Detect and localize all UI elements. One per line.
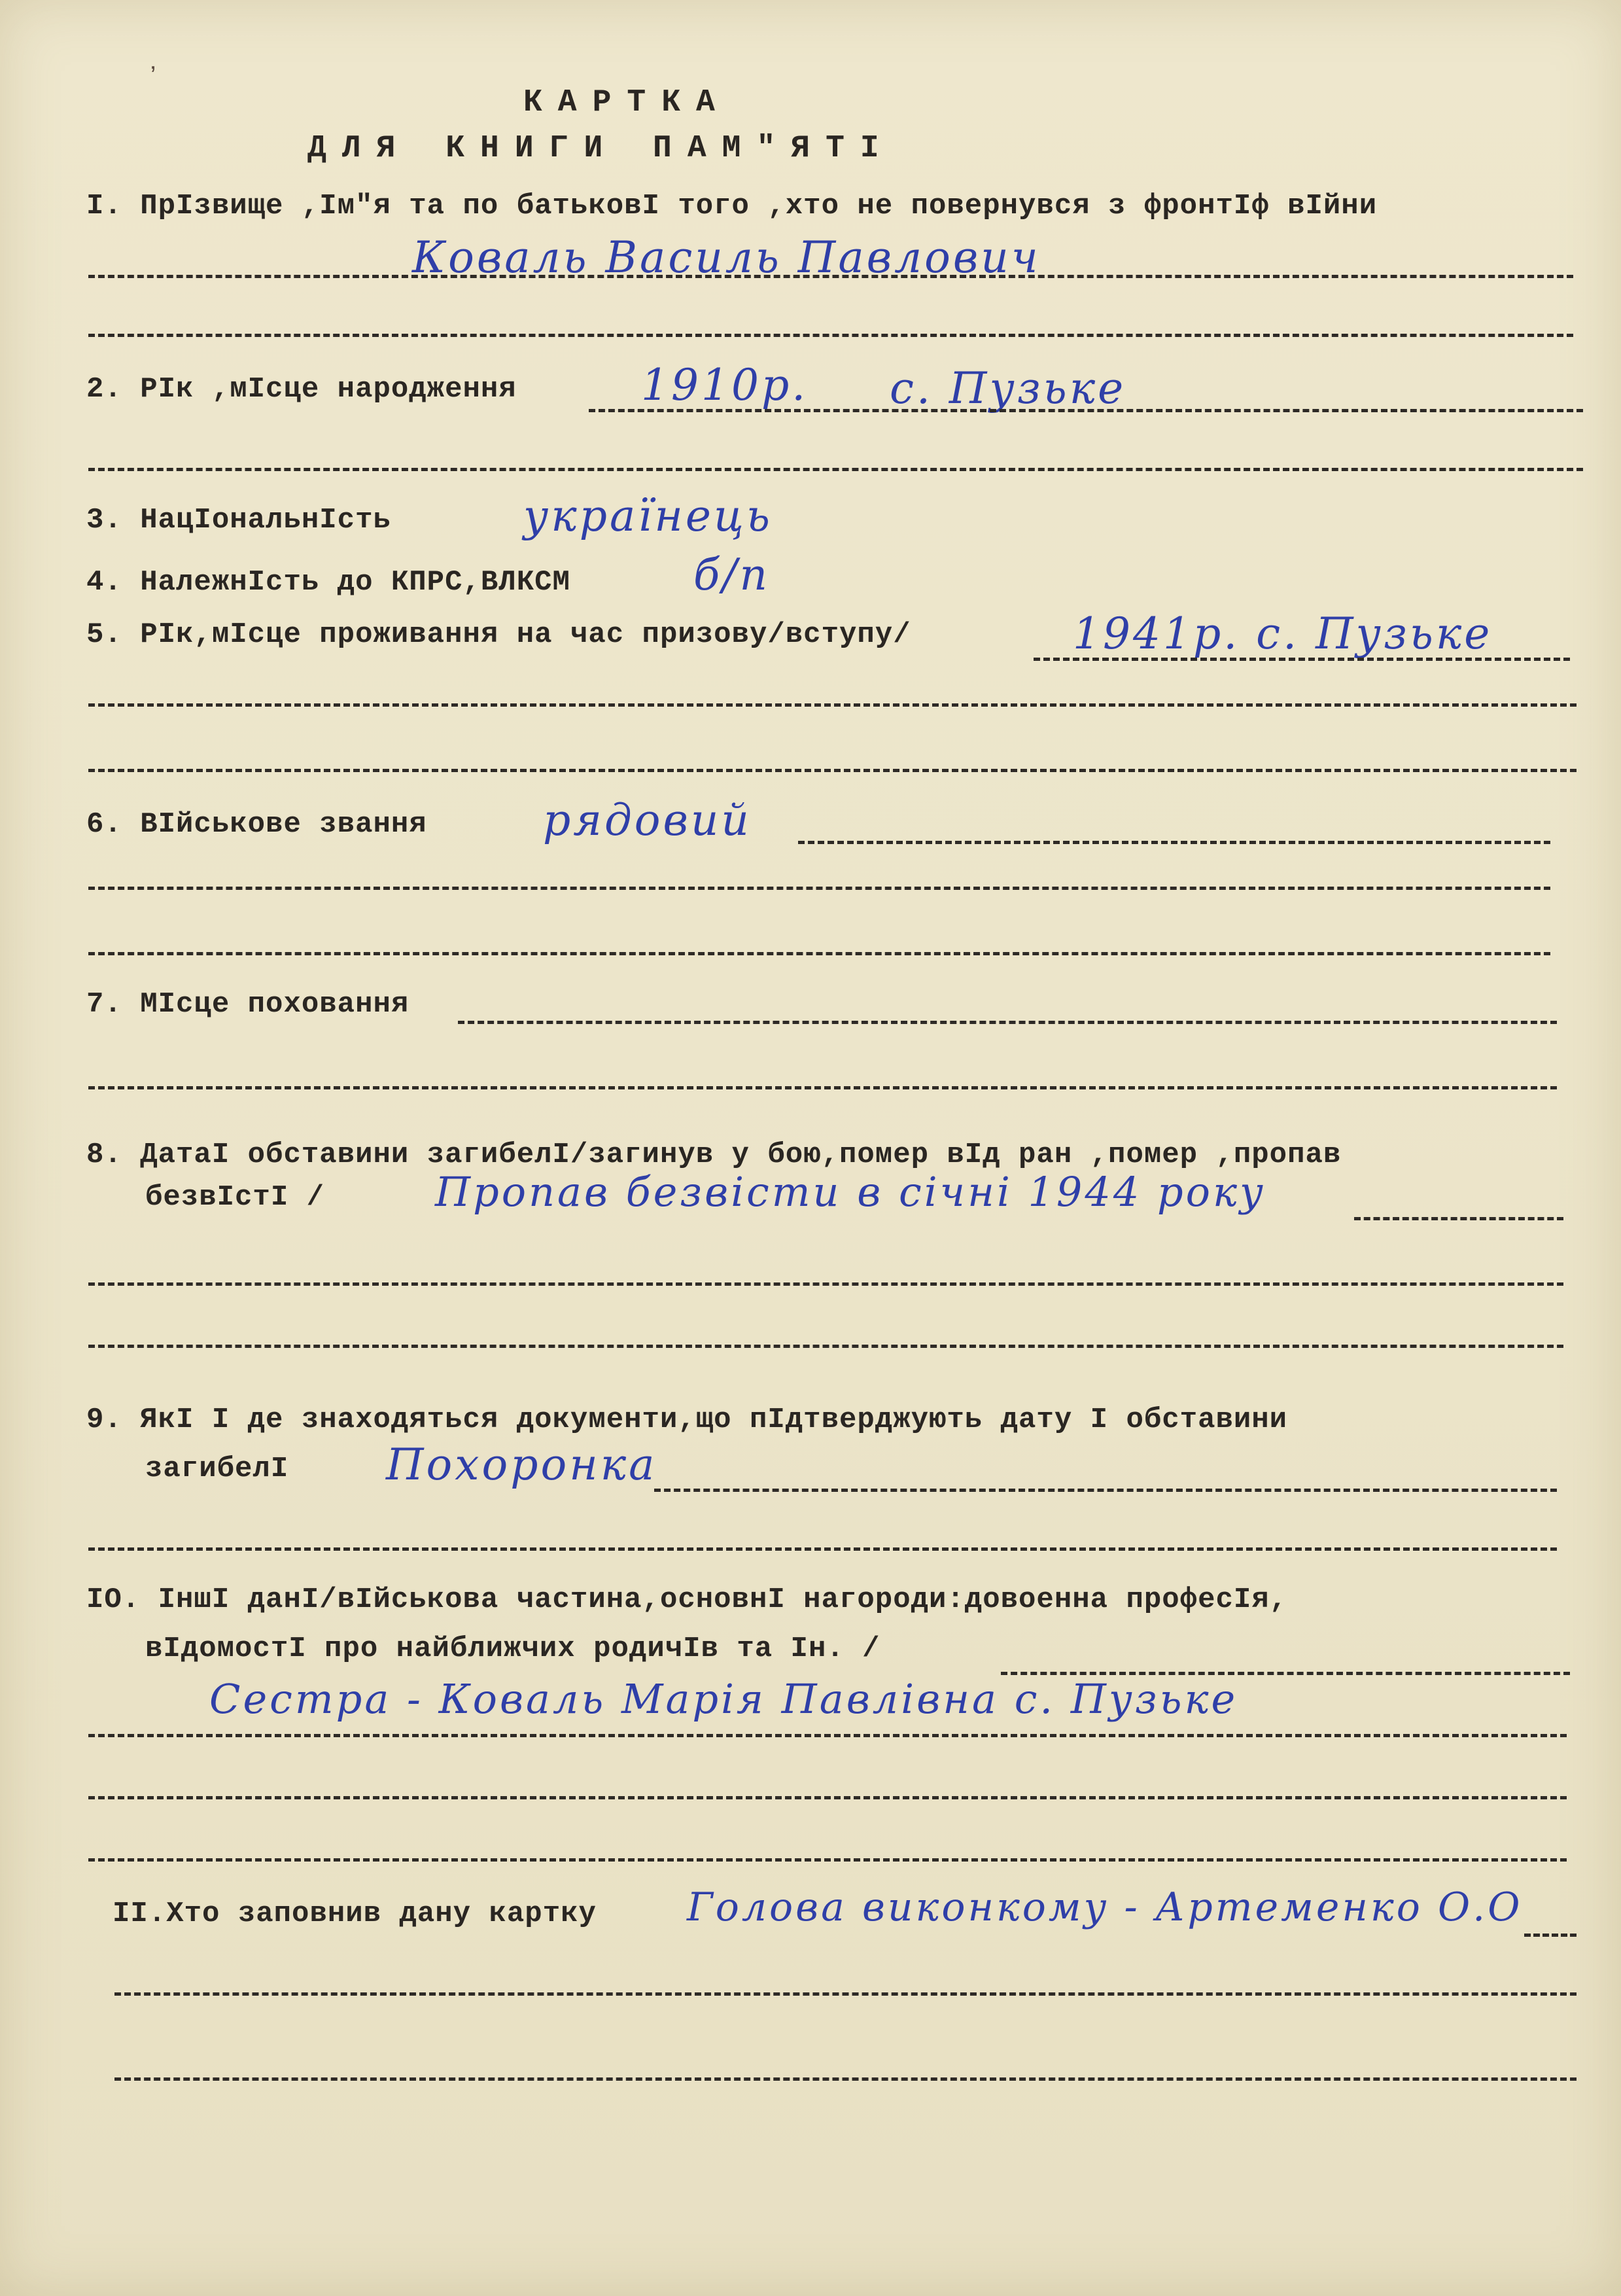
line-11c bbox=[114, 2077, 1577, 2081]
field-1-label: I. ПрIзвище ,Iм"я та по батьковI того ,хто не повернувся з фронтIф вIйни bbox=[86, 190, 1378, 222]
line-7a bbox=[458, 1021, 1557, 1024]
line-9a bbox=[654, 1489, 1557, 1492]
line-2b bbox=[88, 468, 1583, 471]
field-2-label: 2. РIк ,мIсце народження bbox=[86, 373, 517, 406]
line-8c bbox=[88, 1345, 1563, 1348]
line-1a bbox=[88, 275, 1573, 278]
line-6c bbox=[88, 952, 1550, 955]
line-10b bbox=[88, 1734, 1567, 1737]
field-6-label: 6. ВIйськове звання bbox=[86, 808, 427, 841]
field-8-value: Пропав безвісти в січні 1944 року bbox=[435, 1168, 1266, 1216]
line-1b bbox=[88, 334, 1573, 337]
field-5-label: 5. РIк,мIсце проживання на час призову/вступу/ bbox=[86, 618, 911, 651]
field-9-value: Похоронка bbox=[386, 1439, 657, 1490]
line-10d bbox=[88, 1858, 1567, 1862]
field-7-label: 7. МIсце поховання bbox=[86, 988, 410, 1021]
field-3-value: українець bbox=[523, 491, 773, 541]
field-2-year: 1910р. bbox=[641, 360, 809, 410]
line-5b bbox=[88, 703, 1577, 707]
field-3-label: 3. НацIональнIсть bbox=[86, 504, 391, 537]
field-1-value: Коваль Василь Павлович bbox=[412, 232, 1041, 283]
line-7b bbox=[88, 1086, 1557, 1089]
field-10-value: Сестра - Коваль Марія Павлівна с. Пузьке bbox=[209, 1675, 1238, 1723]
field-11-label: II.Хто заповнив дану картку bbox=[113, 1898, 597, 1930]
field-9-label-line1: 9. ЯкI I де знаходяться документи,що пIдтверджують дату I обставини bbox=[86, 1404, 1288, 1436]
ink-mark: ʼ bbox=[145, 64, 162, 94]
line-9b bbox=[88, 1547, 1557, 1551]
field-4-label: 4. НалежнIсть до КПРС,ВЛКСМ bbox=[86, 566, 570, 599]
line-11a bbox=[1524, 1934, 1577, 1937]
line-5c bbox=[88, 769, 1577, 772]
card-title-line1: КАРТКА bbox=[523, 85, 731, 120]
field-10-label-line2: вIдомостI про найближчих родичIв та Iн. / bbox=[145, 1633, 880, 1665]
field-8-label-line2: безвIстI / bbox=[145, 1181, 325, 1214]
field-5-value: 1941р. с. Пузьке bbox=[1073, 609, 1493, 659]
line-2a bbox=[589, 409, 1583, 412]
field-11-value: Голова виконкому - Артеменко О.О bbox=[687, 1884, 1523, 1930]
card-title-line2: ДЛЯ КНИГИ ПАМ"ЯТІ bbox=[307, 131, 895, 166]
line-8a bbox=[1354, 1217, 1563, 1220]
field-6-value: рядовий bbox=[543, 795, 752, 845]
field-8-label-line1: 8. ДатаI обставини загибелI/загинув у бою,помер вIд ран ,помер ,пропав bbox=[86, 1139, 1342, 1171]
field-9-label-line2: загибелI bbox=[145, 1453, 289, 1485]
line-10c bbox=[88, 1796, 1567, 1799]
line-8b bbox=[88, 1282, 1563, 1286]
line-5a bbox=[1034, 658, 1570, 661]
field-2-place: с. Пузьке bbox=[890, 363, 1126, 414]
line-11b bbox=[114, 1992, 1577, 1996]
line-6b bbox=[88, 887, 1550, 890]
field-10-label-line1: IO. IншI данI/вIйськова частина,основнI нагороди:довоенна професIя, bbox=[86, 1583, 1288, 1616]
field-4-value: б/п bbox=[693, 550, 771, 600]
line-6a bbox=[798, 841, 1550, 844]
